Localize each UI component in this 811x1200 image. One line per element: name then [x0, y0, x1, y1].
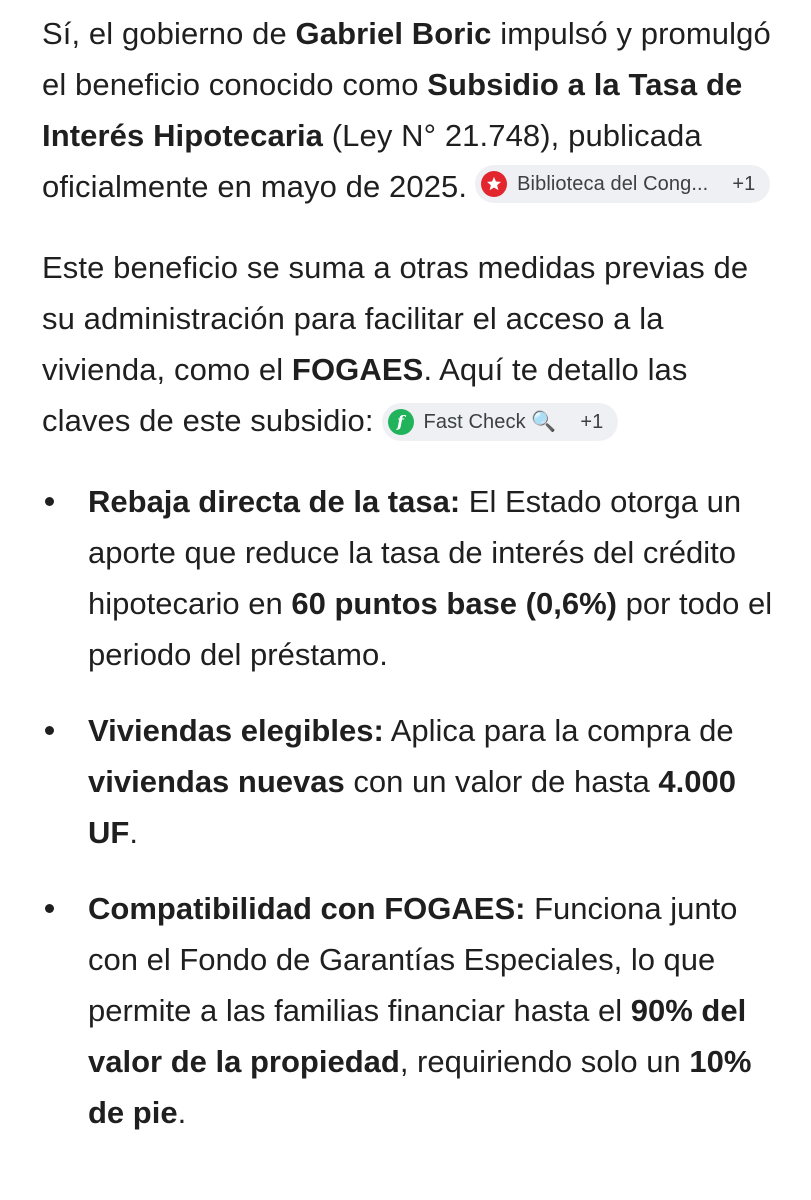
text: con un valor de hasta — [344, 764, 659, 799]
source-chip-count: +1 — [732, 173, 756, 195]
list-item — [42, 883, 781, 1138]
key-points-list — [42, 476, 781, 1138]
bold-text: Subsidio a la Tasa de Interés Hipotecaria — [42, 67, 743, 153]
intro-paragraph — [42, 8, 781, 212]
bullet-dot-icon — [45, 726, 54, 735]
text: . — [129, 815, 138, 850]
source-chip-label: Biblioteca del Cong... — [517, 173, 709, 195]
text: por todo el periodo del préstamo. — [88, 586, 773, 672]
bold-text: Compatibilidad con FOGAES: — [88, 891, 526, 926]
text: El Estado otorga un aporte que reduce la tasa de interés del crédito hipotecario en — [88, 484, 742, 621]
text: , requiriendo solo un — [399, 1044, 690, 1079]
list-item — [42, 705, 781, 858]
text: Aplica para la compra de — [383, 713, 734, 748]
bold-text: Rebaja directa de la tasa: — [88, 484, 461, 519]
bold-text: 10% de pie — [88, 1044, 752, 1130]
source-chip-label: Fast Check 🔍 — [423, 411, 557, 433]
bold-text: FOGAES — [291, 352, 424, 387]
fastcheck-logo-icon: f — [388, 409, 414, 435]
bold-text: Gabriel Boric — [295, 16, 492, 51]
text: . Aquí te detallo las claves de este subsidio: — [42, 352, 688, 438]
bullet-dot-icon — [45, 904, 54, 913]
bold-text: 90% del valor de la propiedad — [88, 993, 747, 1079]
source-chip-fastcheck[interactable] — [382, 403, 619, 441]
bold-text: 60 puntos base (0,6%) — [291, 586, 617, 621]
text: Funciona junto con el Fondo de Garantías Especiales, lo que permite a las familias financiar hasta el — [88, 891, 738, 1028]
bold-text: 4.000 UF — [88, 764, 736, 850]
text: Este beneficio se suma a otras medidas previas de su administración para facilitar el acceso a la vivienda, como el — [42, 250, 749, 387]
bold-text: Viviendas elegibles: — [88, 713, 384, 748]
text: . — [177, 1095, 187, 1130]
details-paragraph — [42, 242, 781, 446]
bcn-star-icon — [481, 171, 507, 197]
source-chip-count: +1 — [580, 411, 604, 433]
text: Sí, el gobierno de — [42, 16, 296, 51]
bullet-dot-icon — [45, 497, 54, 506]
text: impulsó y promulgó el beneficio conocido como — [42, 16, 771, 102]
bold-text: viviendas nuevas — [88, 764, 345, 799]
list-item — [42, 476, 781, 680]
source-chip-biblioteca[interactable] — [475, 165, 770, 203]
text: (Ley N° 21.748), publicada oficialmente en mayo de 2025. — [42, 118, 702, 204]
